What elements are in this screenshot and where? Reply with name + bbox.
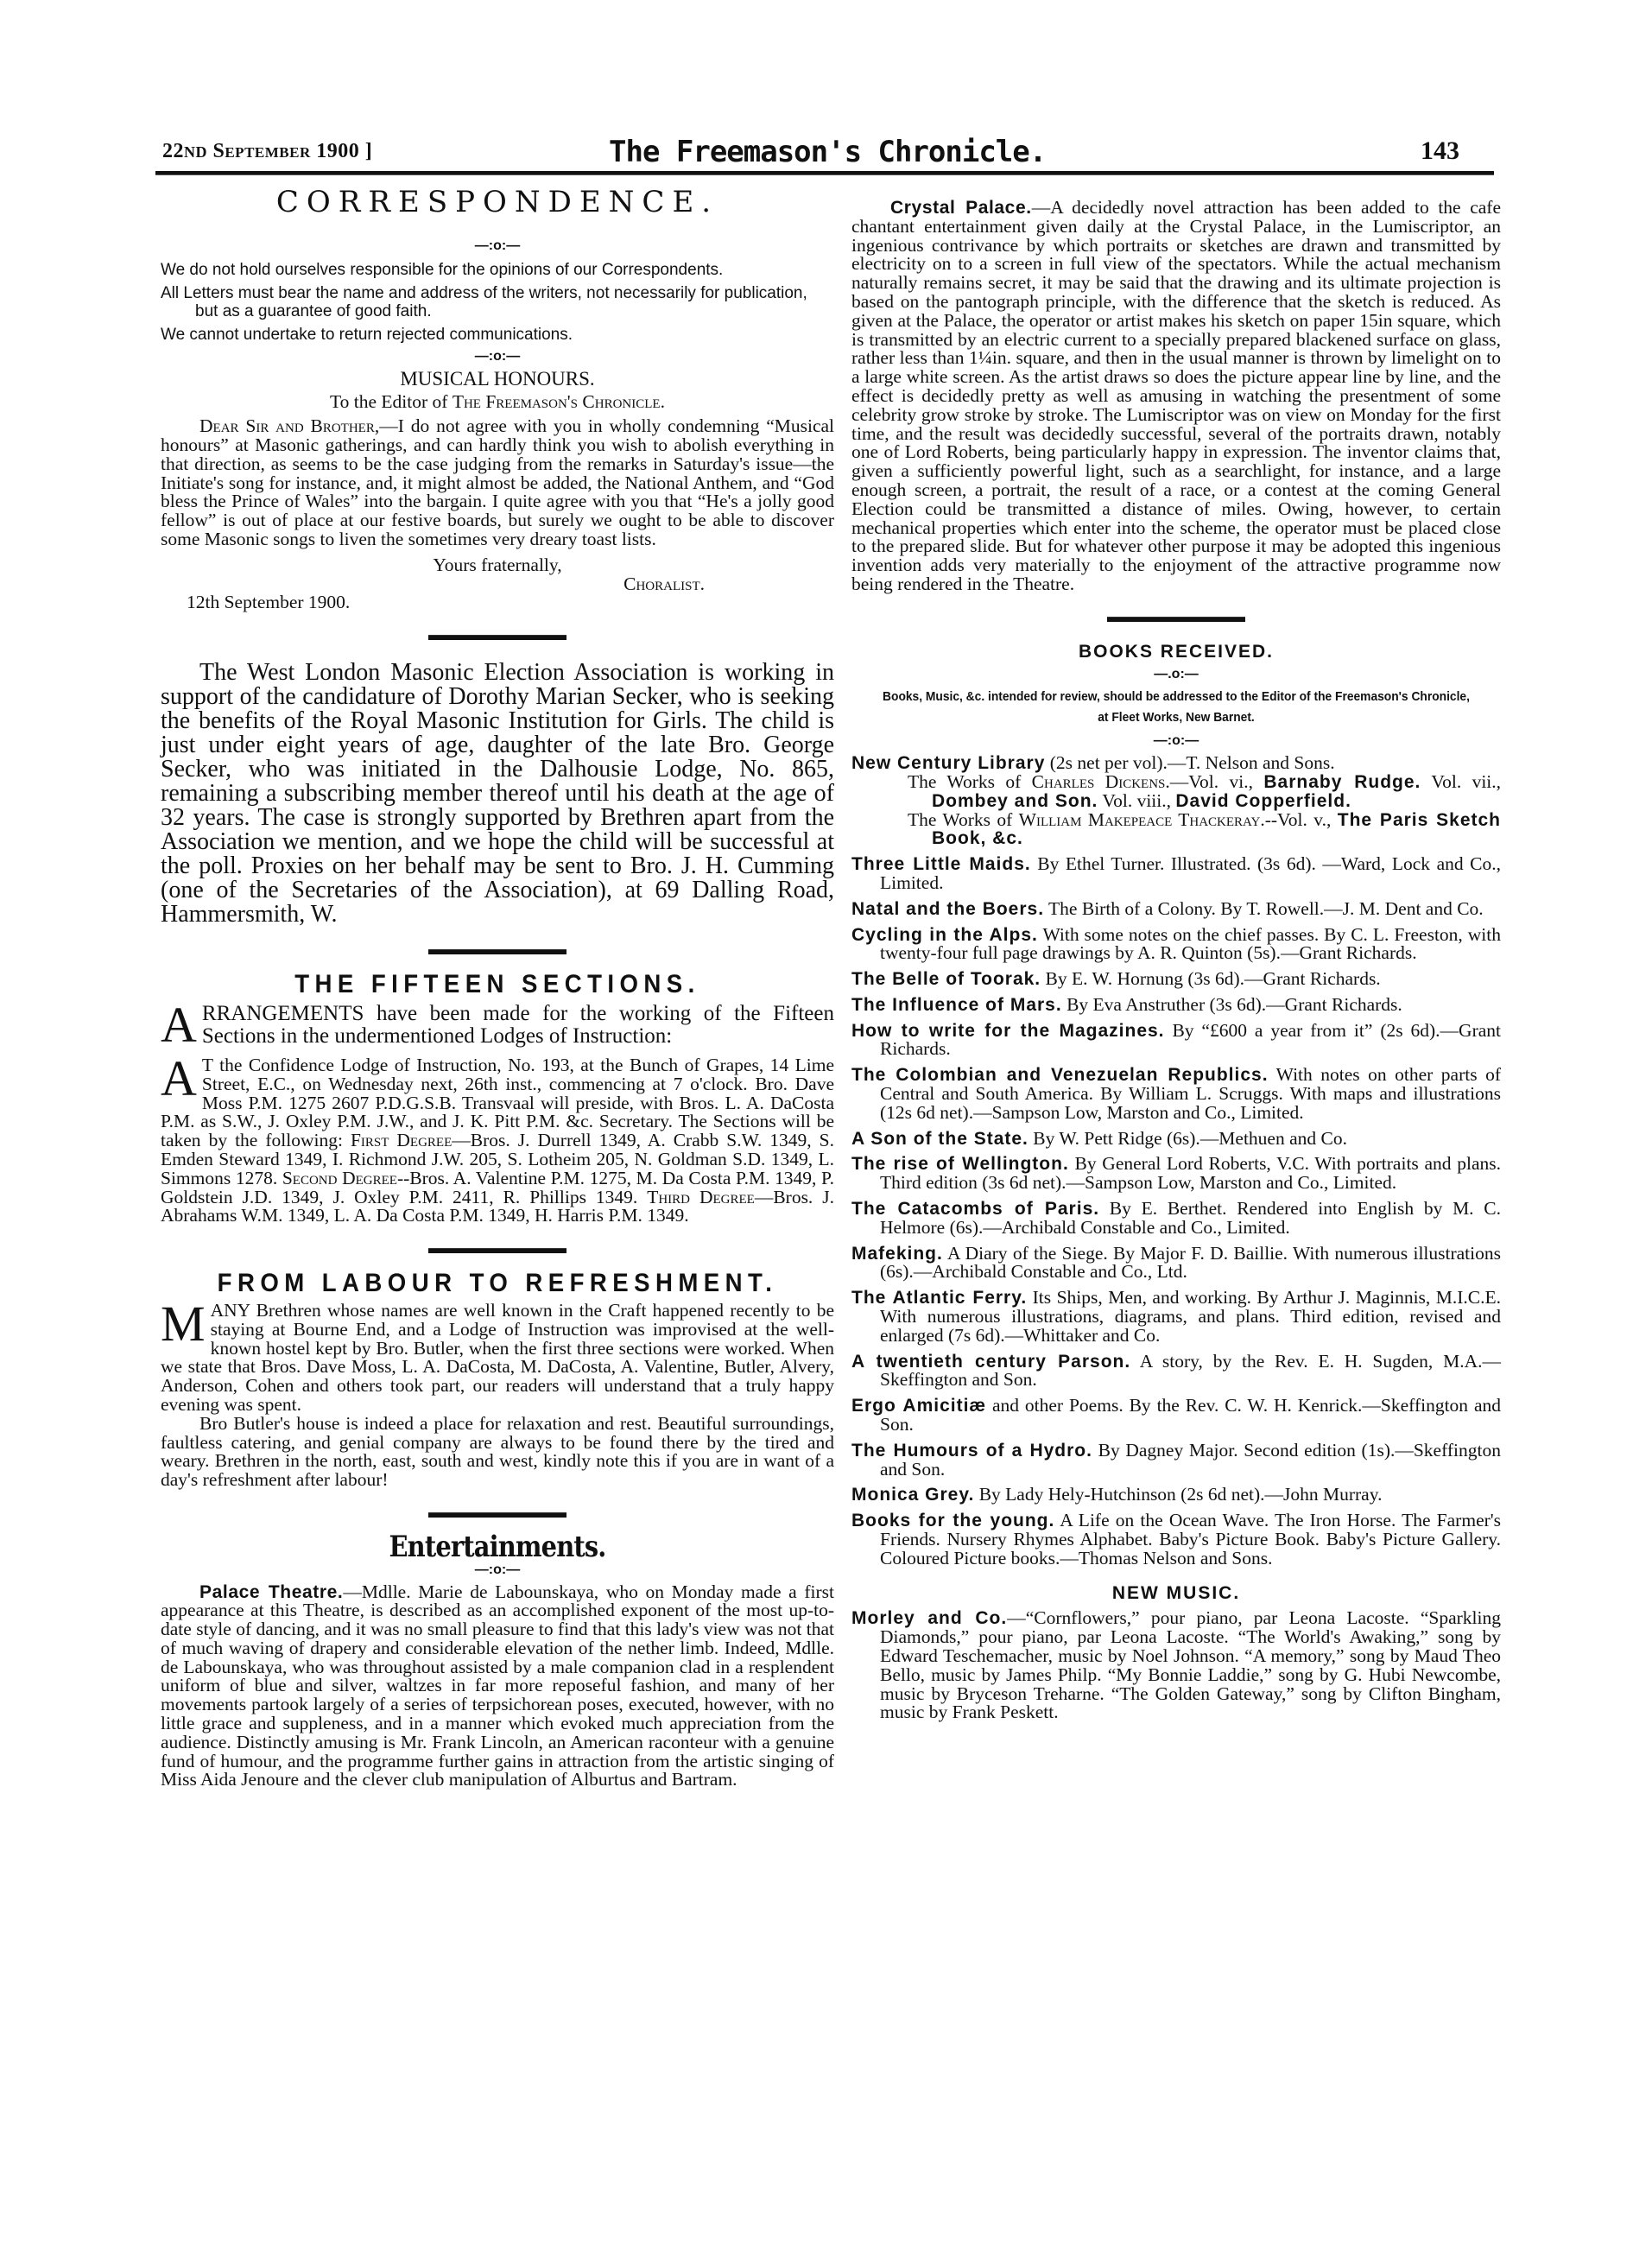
date-bracket: ] (364, 140, 373, 162)
volume-label: .--Vol. v., (1260, 808, 1338, 830)
book-details: By E. W. Hornung (3s 6d).—Grant Richards. (1041, 968, 1381, 990)
book-entry (851, 1127, 1501, 1149)
drop-cap: A (161, 1049, 197, 1106)
book-details: The Birth of a Colony. By T. Rowell.—J. M. Dent and Co. (1044, 897, 1484, 919)
date-year: 1900 (316, 140, 360, 162)
letter-date: 12th September 1900. (187, 592, 351, 613)
election-notice (161, 661, 834, 927)
volume-label: Vol. viii., (1098, 789, 1176, 811)
third-degree-label: Third Degree (647, 1186, 755, 1207)
book-details: and other Poems. By the Rev. C. W. H. Kenrick.—Skeffington and Son. (880, 1395, 1501, 1435)
works-prefix: The Works of (908, 808, 1019, 830)
crystal-palace-text: —A decidedly novel attraction has been added to the cafe chantant entertainment given daily at the Crystal Palace, in the Lumiscriptor, an ingenious contrivance by which portraits or sketches are drawn and transmitted by electricity on to a screen in full view of the spectators. While the actual mechanism naturally remains secret, it may be said that the drawing and its ultimate projection is based on the pantograph principle, with the difference that the sketch is reduced. As given at the Palace, the operator or artist makes his sketch on paper 15in square, which is transmitted by an electric current to a specially prepared blackened surface on glass, rather less than 1¼in. square, and then in the usual manner is thrown by limelight on to a large white screen. As the artist draws so does the picture appear line by line, and the effect is decidedly pretty as well as amusing in watching the presentment of some celebrity grow stroke by stroke. The Lumiscriptor was on view on Monday for the first time, and the result was decidedly successful, several of the portraits drawn, notably one of Lord Roberts, being particularly happy in expression. The inventor claims that, given a sufficiently powerful light, such as a searchlight, for instance, and a large enough screen, a portrait, the result of a race, or a contest at the coming General Election could be transmitted a distance of miles. Owing, however, to certain mechanical properties which enter into the scheme, the operator must be placed close to the prepared slide. But for whatever other purpose it may be adopted this ingenious invention adds very materially to the enjoyment of the attractive programme now being rendered in the Theatre. (851, 197, 1501, 594)
ornament-divider: —:o:— (474, 1562, 521, 1577)
labour-para: Bro Butler's house is indeed a place for relaxation and rest. Beautiful surroundings, faultless catering, and genial company are always to be found there by the tired and weary. Brethren in the north, east, south and west, kindly note this if you are in want of a day's refreshment after labour! (161, 1412, 834, 1491)
review-note: Books, Music, &c. intended for review, should be addressed to the Editor of the Freemason's Chronicle, at Fleet Works, New Barnet. (883, 689, 1470, 726)
book-entry (851, 855, 1501, 893)
book-details: With some notes on the chief passes. By C. L. Freeston, with twenty-four full page drawings by A. R. Quinton (5s).—Grant Richards. (880, 923, 1501, 964)
addressee-prefix: To the Editor of (330, 391, 453, 413)
book-title: Dombey and Son. (932, 790, 1098, 811)
page-header (155, 130, 1494, 173)
new-music-heading: NEW MUSIC. (1111, 1582, 1241, 1603)
section-rule (428, 949, 566, 954)
fifteen-sections-intro (161, 996, 834, 1053)
books-heading: BOOKS RECEIVED. (1078, 641, 1275, 662)
book-entry (851, 1397, 1501, 1435)
book-title: The Humours of a Hydro. (851, 1440, 1092, 1461)
dickens-works (880, 770, 1502, 811)
volume-label: .—Vol. vi., (1165, 770, 1264, 792)
new-music (851, 1584, 1501, 1723)
letter-text: —I do not agree with you in wholly condemning “Musical honours” at Masonic gatherings, and can hardly think you wish to abolish everything in that direction, as seems to be the case judging from the remarks in Saturday's issue—the Initiate's song for instance, and, it might almost be added, the National Anthem, and “God bless the Prince of Wales” into the bargain. I quite agree with you that “He's a jolly good fellow” is out of place at our festive boards, but surely we ought to be able to discover some Masonic songs to liven the sometimes very dreary toast lists. (161, 415, 834, 549)
first-degree-label: First Degree (350, 1130, 453, 1151)
ornament-divider: —:o:— (474, 238, 521, 254)
book-title: Books for the young. (851, 1511, 1055, 1531)
book-title: New Century Library (851, 753, 1046, 774)
book-title: Three Little Maids. (851, 854, 1031, 875)
publication-title: The Freemason's Chronicle. (609, 135, 1047, 169)
author-name: William Makepeace Thackeray (1018, 808, 1261, 830)
book-details: With notes on other parts of Central and South America. By William L. Scruggs. With maps and illustrations (12s 6d net).—Sampson Low, Marston and Co., Limited. (880, 1064, 1501, 1123)
notice-line: We do not hold ourselves responsible for the opinions of our Correspondents. (161, 260, 724, 279)
letter-signature: Choralist. (623, 573, 705, 594)
book-entry (851, 1155, 1501, 1193)
letter-salutation: Dear Sir and Brother, (199, 415, 380, 437)
second-degree-label: Second Degree (282, 1167, 397, 1188)
book-details: (2s net per vol).—T. Nelson and Sons. (1045, 752, 1335, 774)
date-suffix: ND (184, 143, 207, 161)
volume-label: Vol. vii., (1421, 770, 1502, 792)
left-column (161, 185, 834, 1790)
book-details: By W. Pett Ridge (6s).—Methuen and Co. (1028, 1127, 1347, 1149)
book-title: A Son of the State. (851, 1128, 1029, 1149)
book-details: By Lady Hely-Hutchinson (2s 6d net).—John Murray. (974, 1484, 1383, 1505)
letter-closing: Yours fraternally, (433, 554, 562, 575)
book-entry (851, 1350, 1501, 1391)
detail-text: --Bros. A. Valentine P.M. 1275, M. Da Costa P.M. 1349, P. Goldstein J.D. 1349, J. Oxley P.M. 2411, R. Phillips 1349. (161, 1167, 834, 1207)
ornament-divider: —:o:— (1153, 733, 1199, 749)
book-details: By Eva Anstruther (3s 6d).—Grant Richards. (1061, 993, 1402, 1015)
crystal-palace-label: Crystal Palace. (890, 198, 1032, 218)
labour-to-refreshment (161, 1269, 834, 1491)
labour-para (161, 1295, 834, 1415)
book-title: Monica Grey. (851, 1485, 975, 1505)
music-list: —“Cornflowers,” pour piano, par Leona Lacoste. “Sparkling Diamonds,” pour piano, par Leona Lacoste. “The World's Awaking,” song by Edward Teschemacher, music by Noel Johnson. “A memory,” song by Maud Theo Bello, music by James Philp. “My Bonnie Laddie,” song by G. Hubi Newcombe, music by Bryceson Treharne. “The Golden Gateway,” song by Clifton Bingham, music by Frank Peskett. (880, 1607, 1501, 1723)
book-list (851, 855, 1501, 1568)
book-entry (851, 897, 1501, 919)
book-entry (851, 1439, 1501, 1480)
ornament-divider: —.o:— (1154, 666, 1199, 681)
book-entry (851, 970, 1501, 989)
labour-heading: FROM LABOUR TO REFRESHMENT. (217, 1269, 778, 1298)
section-rule (1107, 617, 1245, 622)
intro-text: RRANGEMENTS have been made for the working of the Fifteen Sections in the undermentioned Lodges of Instruction: (201, 1001, 834, 1048)
book-title: David Copperfield. (1175, 790, 1351, 811)
book-title: The Catacombs of Paris. (851, 1199, 1100, 1220)
author-name: Charles Dickens (1031, 770, 1166, 792)
book-entry (851, 1242, 1501, 1283)
right-column (851, 192, 1501, 1729)
book-title: The Atlantic Ferry. (851, 1288, 1028, 1309)
palace-theatre-label: Palace Theatre. (199, 1581, 344, 1602)
notice-line: All Letters must bear the name and address of the writers, not necessarily for publication, but as a guarantee of good faith. (161, 283, 807, 320)
works-prefix: The Works of (908, 770, 1032, 792)
book-title: A twentieth century Parson. (851, 1351, 1131, 1372)
book-title: Ergo Amicitiæ (851, 1396, 987, 1416)
labour-text: ANY Brethren whose names are well known in the Craft happened recently to be staying at Bourne End, and a Lodge of Instruction was improvised at the well-known hostel kept by Bro. Butler, when the first three sections were worked. When we state that Bros. Dave Moss, L. A. DaCosta, M. DaCosta, A. Valentine, Butler, Alvery, Anderson, Cohen and others took part, our readers will understand that a truly happy evening was spent. (161, 1299, 834, 1415)
book-title: The rise of Wellington. (851, 1154, 1069, 1175)
letter-body (161, 417, 834, 549)
entertainments-section (161, 1529, 834, 1790)
section-rule (428, 635, 566, 640)
book-details: A Diary of the Siege. By Major F. D. Baillie. With numerous illustrations (6s).—Archibald Constable and Co., Ltd. (880, 1242, 1501, 1283)
detail-text: —Bros. J. Durrell 1349, A. Crabb S.W. 1349, S. Emden Steward 1349, I. Richmond J.W. 205, S. Lotheim 205, N. Goldman S.D. 1349, L. Simmons 1278. (161, 1130, 834, 1188)
entertainments-heading: Entertainments. (389, 1529, 606, 1564)
book-title: Barnaby Rudge. (1263, 771, 1421, 792)
book-details: By Ethel Turner. Illustrated. (3s 6d). —Ward, Lock and Co., Limited. (880, 853, 1501, 893)
book-entry (851, 993, 1501, 1015)
palace-theatre-text: —Mdlle. Marie de Labounskaya, who on Monday made a first appearance at this Theatre, is described as an accomplished exponent of the most up-to-date style of dancing, and it was no small pleasure to find that this lady's view was not that of much waving of drapery and considerable elevation of the nether limb. Indeed, Mdlle. de Labounskaya, who was throughout assisted by a male companion clad in a resplendent uniform of blue and silver, waltzes in far more reposeful fashion, and many of her movements partook largely of a series of terpsichorean poses, executed, however, with no little grace and suppleness, and in a manner which evoked much appreciation from the audience. Distinctly amusing is Mr. Frank Lincoln, an American raconteur with a genuine fund of humour, and the programme further gains in attraction from the artistic singing of Miss Aida Jenoure and the clever club manipulation of Alburtus and Bartram. (161, 1581, 834, 1790)
book-title: Mafeking. (851, 1243, 943, 1264)
book-title: The Influence of Mars. (851, 994, 1062, 1015)
books-received (851, 643, 1501, 1568)
fifteen-sections (161, 970, 834, 1226)
palace-theatre-review (161, 1583, 834, 1790)
book-details: By Dagney Major. Second edition (1s).—Skeffington and Son. (880, 1439, 1501, 1480)
book-entry (851, 1066, 1501, 1122)
book-details: A Life on the Ocean Wave. The Iron Horse. The Farmer's Friends. Nursery Rhymes Alphabet. Baby's Picture Book. Baby's Picture Gallery. Coloured Picture books.—Thomas Nelson and Sons. (880, 1510, 1502, 1568)
date-day: 22 (162, 140, 184, 162)
book-details: By General Lord Roberts, V.C. With portraits and plans. Third edition (3s 6d net).—Sampson Low, Marston and Co., Limited. (880, 1153, 1501, 1194)
book-details: Its Ships, Men, and working. By Arthur J. Maginnis, M.I.C.E. With numerous illustrations, diagrams, and plans. Third edition, revised and enlarged (7s 6d).—Whittaker and Co. (880, 1287, 1501, 1346)
drop-cap: A (161, 996, 197, 1053)
book-entry (851, 923, 1501, 964)
fifteen-sections-heading: THE FIFTEEN SECTIONS. (294, 970, 700, 999)
book-entry (851, 1019, 1501, 1060)
letter-title: MUSICAL HONOURS. (400, 367, 595, 390)
book-title: How to write for the Magazines. (851, 1020, 1165, 1041)
drop-cap: M (161, 1295, 206, 1352)
music-entry (851, 1609, 1501, 1722)
book-title: The Paris Sketch Book, &c. (932, 809, 1502, 849)
page-number: 143 (1421, 136, 1459, 165)
book-title: The Colombian and Venezuelan Republics. (851, 1065, 1269, 1086)
election-text: The West London Masonic Election Association is working in support of the candidature of Dorothy Marian Secker, who is seeking the benefits of the Royal Masonic Institution for Girls. The child is just under eight years of age, daughter of the late Bro. George Secker, who was initiated in the Dalhousie Lodge, No. 865, remaining a subscribing member thereof until his death at the age of 32 years. The case is strongly supported by Brethren apart from the Association we mention, and we hope the child will be successful at the poll. Proxies on her behalf may be sent to Bro. J. H. Cumming (one of the Secretaries of the Association), at 69 Dalling Road, Hammersmith, W. (161, 659, 834, 928)
book-title: The Belle of Toorak. (851, 969, 1041, 990)
letter-addressee (161, 393, 834, 412)
book-entry (851, 1511, 1501, 1568)
detail-text: T the Confidence Lodge of Instruction, No. 193, at the Bunch of Grapes, 14 Lime Street, E.C., on Wednesday next, 26th inst., commencing at 7 o'clock. Bro. Dave Moss P.M. 1275 2607 P.D.G.S.B. Transvaal will preside, with Bros. L. A. DaCosta P.M. as S.W., J. Oxley P.M. J.W., and J. K. Pitt P.M. &c. Secretary. The Sections will be taken by the following: (161, 1054, 834, 1151)
book-title: Cycling in the Alps. (851, 924, 1038, 945)
book-entry (851, 1289, 1501, 1345)
thackeray-works (880, 808, 1502, 849)
section-rule (428, 1512, 566, 1518)
book-details: By “£600 a year from it” (2s 6d).—Grant Richards. (880, 1019, 1501, 1060)
detail-text: —Bros. J. Abrahams W.M. 1349, L. A. Da Costa P.M. 1349, H. Harris P.M. 1349. (161, 1186, 834, 1226)
section-rule (428, 1248, 566, 1253)
issue-date (162, 140, 372, 163)
book-title: Natal and the Boers. (851, 898, 1045, 919)
notice-line: We cannot undertake to return rejected communications. (161, 325, 573, 344)
header-rule (155, 171, 1494, 175)
book-entry (851, 754, 1501, 848)
crystal-palace-review (851, 199, 1501, 594)
book-entry (851, 1486, 1501, 1505)
book-entry (851, 1200, 1501, 1238)
book-details: By E. Berthet. Rendered into English by M. C. Helmore (6s).—Archibald Constable and Co., Limited. (880, 1198, 1501, 1238)
date-month: September (212, 140, 311, 162)
correspondence-heading: CORRESPONDENCE. (275, 185, 719, 219)
correspondence-section (161, 185, 834, 613)
publisher-label: Morley and Co. (851, 1608, 1008, 1629)
fifteen-sections-detail (161, 1049, 834, 1226)
ornament-divider: —:o:— (474, 348, 521, 364)
addressee-paper: The Freemason's Chronicle. (452, 391, 665, 413)
book-details: A story, by the Rev. E. H. Sugden, M.A.—Skeffington and Son. (880, 1350, 1501, 1391)
